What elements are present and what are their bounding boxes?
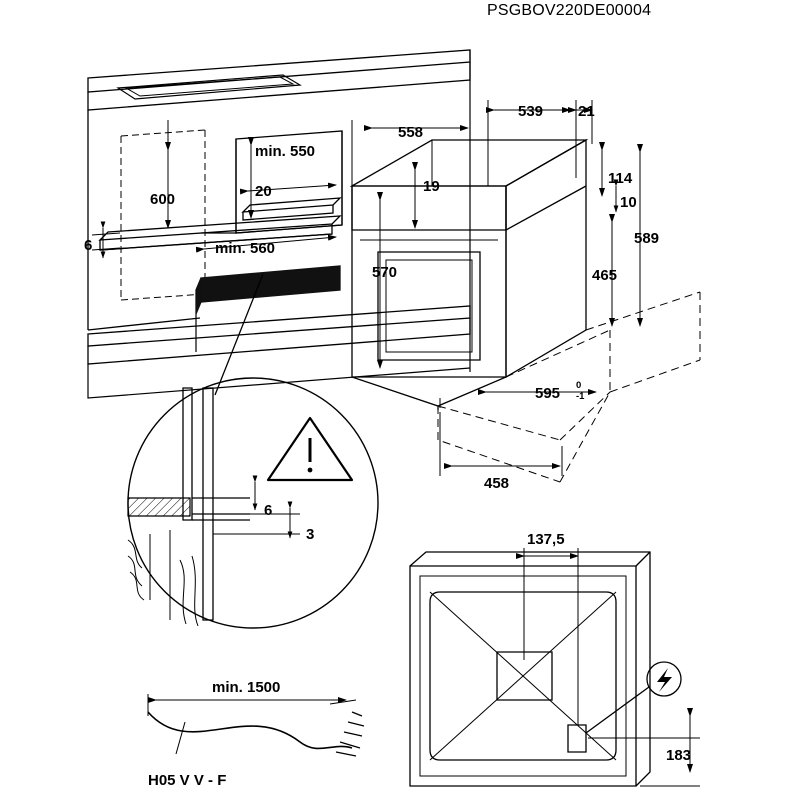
- detail-dimensions: [213, 482, 300, 538]
- dim-20: 20: [255, 183, 272, 200]
- power-cord-view: [148, 700, 364, 756]
- cable-dimensions: [148, 694, 346, 716]
- dim-min-560: min. 560: [215, 240, 276, 257]
- dim-595-tol-lower: -1: [576, 391, 585, 402]
- dim-10: 10: [620, 194, 637, 211]
- dim-19: 19: [423, 178, 440, 195]
- dimension-labels: [84, 103, 691, 789]
- dim-183: 183: [666, 747, 692, 764]
- dim-3-detail: 3: [306, 526, 315, 543]
- dim-589: 589: [634, 230, 660, 247]
- dim-6-detail: 6: [264, 502, 273, 519]
- cable-type-label: H05 V V - F: [148, 772, 227, 789]
- dim-min-1500: min. 1500: [212, 679, 281, 696]
- dim-539: 539: [518, 103, 544, 120]
- detail-circle-view: [128, 378, 378, 628]
- dim-600: 600: [150, 191, 176, 208]
- cabinet-dimensions: [92, 120, 336, 258]
- rear-panel-view: [410, 552, 681, 786]
- dim-595: 595: [535, 385, 561, 402]
- document-code: PSGBOV220DE00004: [487, 2, 652, 19]
- dim-137-5: 137,5: [527, 531, 565, 548]
- dim-114: 114: [608, 170, 633, 187]
- dim-595-tol-upper: 0: [576, 380, 582, 391]
- dim-6-left: 6: [84, 237, 93, 254]
- dim-570: 570: [372, 264, 398, 281]
- dim-465: 465: [592, 267, 618, 284]
- dim-21: 21: [578, 103, 595, 120]
- dim-min-550: min. 550: [255, 143, 316, 160]
- dim-458: 458: [484, 475, 510, 492]
- cabinet-cutout-view: [88, 50, 470, 398]
- dim-558: 558: [398, 124, 424, 141]
- oven-dimensions: [352, 100, 640, 476]
